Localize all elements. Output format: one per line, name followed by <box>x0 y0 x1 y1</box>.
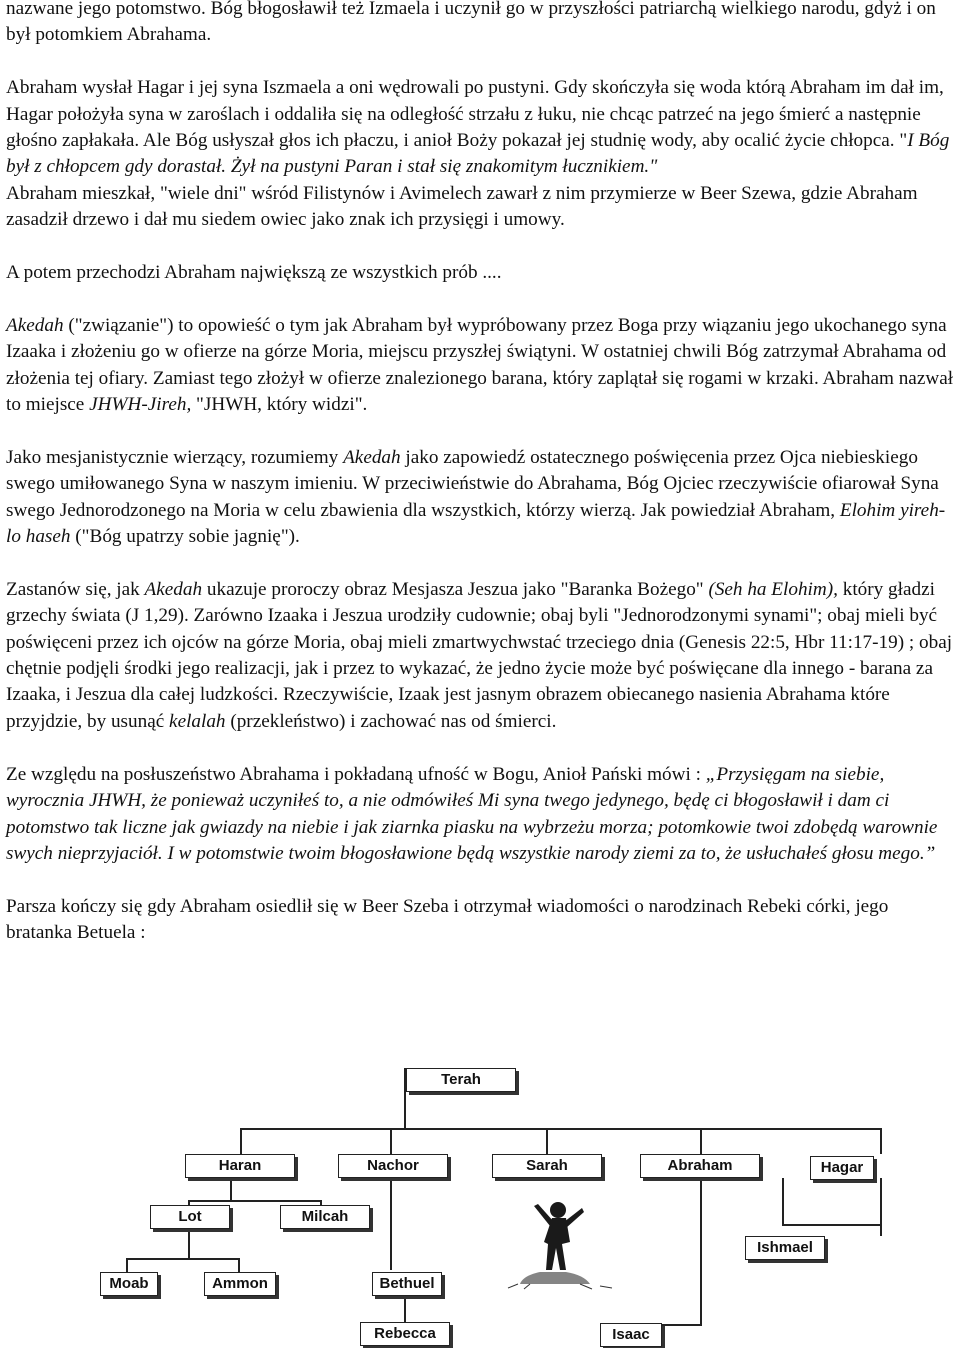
connector-line <box>700 1128 702 1154</box>
text-run: Ze względu na posłuszeństwo Abrahama i pokładaną ufność w Bogu, Anioł Pański mówi : <box>6 763 706 785</box>
connector-line <box>238 1258 240 1272</box>
connector-line <box>390 1128 392 1154</box>
connector-line <box>188 1228 190 1258</box>
text-run: ("Bóg upatrzy sobie jagnię"). <box>70 526 300 548</box>
paragraph-4 <box>6 260 956 286</box>
connector-line <box>880 1178 882 1236</box>
connector-line <box>782 1224 882 1226</box>
paragraph-1 <box>6 0 956 49</box>
connector-line <box>126 1258 128 1272</box>
text-run: Abraham mieszkał, "wiele dni" wśród Filistynów i Avimelech zawarł z nim przymierze w Beer Szewa, gdzie Abraham zasadził drzewo i dał mu siedem owiec jako znak ich przysięgi i umowy. <box>6 182 918 231</box>
tree-node-nachor: Nachor <box>338 1154 448 1178</box>
text-run: Elohim yireh-lo haseh <box>6 499 946 548</box>
text-run: I Bóg był z chłopcem gdy dorastał. Żył na pustyni Paran i stał się znakomitym łucznikiem." <box>6 130 950 178</box>
tree-node-isaac: Isaac <box>600 1323 662 1347</box>
text-run: JHWH-Jireh, <box>89 394 192 416</box>
connector-line <box>390 1178 392 1270</box>
text-run: A potem przechodzi Abraham największą ze wszystkich prób .... <box>6 262 502 284</box>
text-run: (Seh ha Elohim), <box>708 578 838 600</box>
tree-node-lot: Lot <box>150 1205 230 1229</box>
family-tree-diagram <box>0 1060 960 1348</box>
tree-node-bethuel: Bethuel <box>372 1272 442 1296</box>
text-run: ("związanie") to opowieść o tym jak Abraham był wypróbowany przez Boga przy wiązaniu jego ukochanego syna Izaaka i złożeniu go w ofierze na górze Moria, miejscu przyszłej świątyni. W ostatniej chwili Bóg zatrzymał Abrahama od złożenia tej ofiary. Zamiast tego złożył w ofierze znalezionego barana, który zaplątał się rogami w krzaki. Abraham nazwał to miejsce <box>6 314 954 416</box>
text-run: który gładzi grzechy świata (J 1,29). Zarówno Izaaka i Jeszua urodziły cudownie; obaj byli "Jednorodzonymi synami"; obaj mieli być poświęceni przez ich ojców na górze Moria, obaj mieli zmartwychwstać trzeciego dnia (Genesis 22:5, Hbr 11:17-19) ; obaj chętnie podjęli środki jego realizacji, jak i przez to wykazać, że jedno życie może być poświęcane dla innego - barana za Izaaka, i Jeszua dla całej ludzkości. Rzeczywiście, Izaak jest jasnym obrazem obiecanego nasienia Abrahama które przyjdzie, by usunąć <box>6 578 953 732</box>
text-run: "JHWH, który widzi". <box>191 394 368 416</box>
body-text <box>6 0 956 947</box>
paragraph-9 <box>6 894 956 947</box>
text-run: nazwane jego potomstwo. Bóg błogosławił też Izmaela i uczynił go w przyszłości patriarchą wielkiego narodu, gdyż i on był potomkiem Abrahama. <box>6 0 936 46</box>
text-run: Abraham wysłał Hagar i jej syna Iszmaela a oni wędrowali po pustyni. Gdy skończyła się woda którą Abraham im dał im, Hagar położyła syna w zaroślach i oddaliła się na odległość strzału z łuku, nie chcąc patrzeć na jego śmierć a następnie głośno zapłakała. Ale Bóg usłyszał głos ich płaczu, i anioł Boży pokazał jej studnię wody, aby ocalić życie chłopca. " <box>6 77 944 152</box>
connector-line <box>240 1128 880 1130</box>
tree-node-abraham: Abraham <box>640 1154 760 1178</box>
paragraph-7 <box>6 577 956 735</box>
paragraph-8 <box>6 762 956 868</box>
connector-line <box>404 1296 406 1322</box>
paragraph-3 <box>6 181 956 234</box>
paragraph-5 <box>6 313 956 419</box>
tree-node-terah: Terah <box>406 1068 516 1092</box>
connector-line <box>700 1178 702 1324</box>
text-run: Zastanów się, jak <box>6 578 145 600</box>
text-run: Akedah <box>144 578 203 600</box>
text-run: kelalah <box>169 710 226 732</box>
paragraph-6 <box>6 445 956 551</box>
text-run: (przekleństwo) i zachować nas od śmierci. <box>225 710 557 732</box>
text-run: Akedah <box>343 446 401 468</box>
tree-node-ishmael: Ishmael <box>745 1236 825 1260</box>
text-run: „Przysięgam na siebie, wyrocznia JHWH, że ponieważ uczyniłeś to, a nie odmówiłeś Mi syna twego jedynego, będę ci błogosławił i dam ci potomstwo tak liczne jak gwiazdy na niebie i jak ziarnka piasku na wybrzeżu morza; potomkowie twoi zdobędą warownie swych nieprzyjaciół. I w potomstwie twoim błogosławione będą wszystkie narody ziemi za to, że usłuchałeś głosu mego.” <box>6 763 938 864</box>
text-run: Parsza kończy się gdy Abraham osiedlił się w Beer Szeba i otrzymał wiadomości o narodzinach Rebeki córki, jego bratanka Betuela : <box>6 895 889 944</box>
text-run: Akedah <box>6 314 64 336</box>
connector-line <box>188 1200 322 1202</box>
connector-line <box>230 1178 232 1200</box>
connector-line <box>126 1258 240 1260</box>
tree-node-haran: Haran <box>185 1154 295 1178</box>
tree-node-hagar: Hagar <box>810 1156 874 1180</box>
boy-silhouette-icon <box>500 1190 630 1290</box>
connector-line <box>782 1178 784 1224</box>
text-run: jako zapowiedź ostatecznego poświęcenia przez Ojca niebieskiego swego umiłowanego Syna w naszym imieniu. W przeciwieństwie do Abrahama, Bóg Ojciec rzeczywiście ofiarował Syna swego Jednorodzonego na Moria w celu zbawienia dla wszystkich, którzy wierzą. Jak powiedział Abraham, <box>6 446 939 521</box>
connector-line <box>546 1128 548 1154</box>
text-run: Jako mesjanistycznie wierzący, rozumiemy <box>6 446 344 468</box>
tree-node-sarah: Sarah <box>492 1154 602 1178</box>
tree-node-milcah: Milcah <box>280 1205 370 1229</box>
paragraph-2 <box>6 75 956 181</box>
connector-line <box>880 1128 882 1154</box>
tree-node-ammon: Ammon <box>204 1272 276 1296</box>
tree-node-rebecca: Rebecca <box>360 1322 450 1346</box>
text-run: ukazuje proroczy obraz Mesjasza Jeszua jako "Baranka Bożego" <box>202 578 709 600</box>
tree-node-moab: Moab <box>100 1272 158 1296</box>
connector-line <box>240 1128 242 1154</box>
